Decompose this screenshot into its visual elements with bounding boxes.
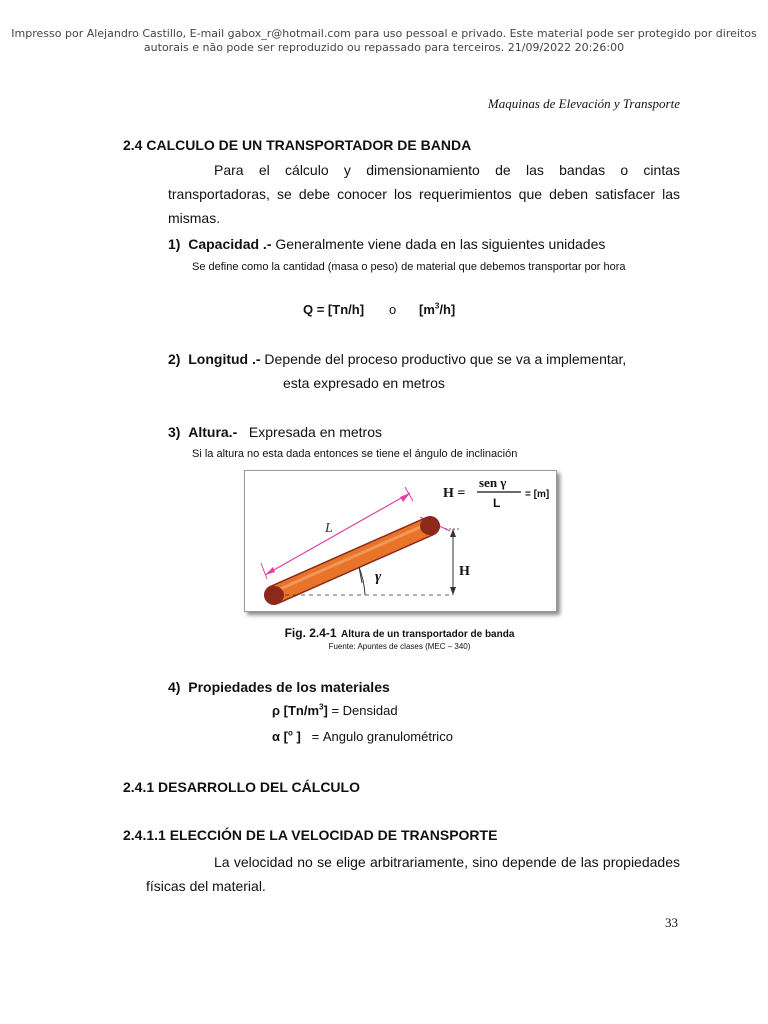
conveyor-diagram bbox=[245, 471, 556, 611]
item-longitud bbox=[168, 347, 680, 371]
item-number: 1) bbox=[168, 236, 181, 252]
item-text: Expresada en metros bbox=[248, 424, 382, 440]
longitud-text-2: esta expresado en metros bbox=[283, 375, 445, 391]
item-number: 3) bbox=[168, 424, 181, 440]
item-number: 2) bbox=[168, 351, 181, 367]
formula-m3h: $[m^3/h]$ bbox=[419, 301, 456, 317]
formula-or: o bbox=[389, 302, 397, 317]
subsection-title-1: 2.4.1 DESARROLLO DEL CÁLCULO bbox=[123, 779, 360, 795]
capacidad-note: Se define como la cantidad (masa o peso) de material que debemos transportar por hora bbox=[192, 261, 626, 273]
formula-numerator: sen γ bbox=[479, 475, 507, 490]
section-title: 2.4 CALCULO DE UN TRANSPORTADOR DE BANDA bbox=[123, 137, 472, 153]
figure-caption bbox=[244, 624, 555, 642]
formula-denominator: L bbox=[493, 496, 501, 510]
caption-text: Altura de un transportador de banda bbox=[341, 629, 515, 640]
intro-paragraph: Para el cálculo y dimensionamiento de las bandas o cintas transportadoras, se debe conocer los requerimientos que deben satisfacer las mismas. bbox=[168, 162, 680, 226]
subsection-title-2: 2.4.1.1 ELECCIÓN DE LA VELOCIDAD DE TRANSPORTE bbox=[123, 827, 498, 843]
item-altura bbox=[168, 420, 680, 444]
formula-q: Q = [Tn/h] bbox=[303, 302, 365, 317]
altura-note: Si la altura no esta dada entonces se tiene el ángulo de inclinación bbox=[192, 448, 518, 460]
running-header: Maquinas de Elevación y Transporte bbox=[487, 96, 680, 111]
watermark bbox=[0, 27, 768, 55]
belt-end-lower bbox=[264, 586, 284, 604]
label-h: H bbox=[459, 564, 470, 579]
label-l: L bbox=[325, 521, 333, 536]
item-number: 4) bbox=[168, 679, 181, 695]
figure-conveyor bbox=[244, 470, 557, 612]
watermark-line-1: Impresso por Alejandro Castillo, E-mail gabox_r@hotmail.com para uso pessoal e privado. Este material pode ser protegido por direitos bbox=[11, 27, 757, 40]
page-number: 33 bbox=[665, 915, 678, 930]
label-gamma: γ bbox=[375, 569, 382, 585]
item-label: Altura.- bbox=[188, 424, 238, 440]
caption-figure-number: Fig. 2.4-1 bbox=[284, 626, 337, 640]
conveyor-belt bbox=[274, 526, 430, 595]
item-text: Generalmente viene dada en las siguientes unidades bbox=[271, 236, 606, 252]
formula-lhs: H = bbox=[443, 486, 466, 501]
velocity-paragraph: La velocidad no se elige arbitrariamente, sino depende de las propiedades físicas del material. bbox=[146, 854, 680, 894]
item-label: Longitud .- bbox=[188, 351, 261, 367]
item-propiedades bbox=[168, 675, 390, 699]
formula-rhs: = [m] bbox=[525, 489, 550, 500]
item-capacidad bbox=[168, 232, 680, 256]
belt-end-upper bbox=[420, 517, 440, 535]
figure-source: Fuente: Apuntes de clases (MEC – 340) bbox=[328, 642, 471, 651]
item-text: Depende del proceso productivo que se va a implementar, bbox=[260, 351, 627, 367]
property-density: ρ $[Tn/m^3]$ = Densidad bbox=[272, 702, 398, 718]
item-label: Propiedades de los materiales bbox=[188, 679, 390, 695]
watermark-line-2: autorais e não pode ser reproduzido ou repassado para terceiros. 21/09/2022 20:26:00 bbox=[143, 41, 625, 54]
property-angle: α [$^o$ ] = Angulo granulométrico bbox=[272, 728, 453, 744]
item-label: Capacidad .- bbox=[188, 236, 272, 252]
